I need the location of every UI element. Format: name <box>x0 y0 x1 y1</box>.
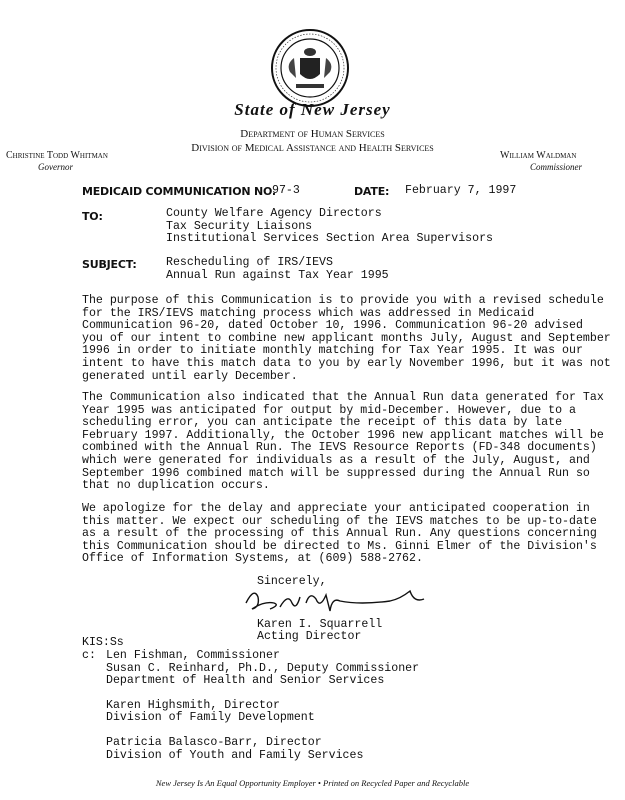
seal-icon <box>270 28 350 108</box>
cc-line: Susan C. Reinhard, Ph.D., Deputy Commissioner <box>106 661 420 675</box>
to-label: TO: <box>82 210 103 223</box>
cc-line: Patricia Balasco-Barr, Director <box>106 735 322 749</box>
communication-label: MEDICAID COMMUNICATION NO. <box>82 185 276 198</box>
to-line: Tax Security Liaisons <box>166 219 313 233</box>
cc-line: Department of Health and Senior Services <box>106 674 385 688</box>
body-line: 1996 in order to initiate monthly matching for Tax Year 1995. It was our <box>82 344 583 358</box>
signer-name: Karen I. Squarrell <box>257 618 383 631</box>
cc-line: Karen Highsmith, Director <box>106 698 280 712</box>
body-line: generated until early December. <box>82 369 298 383</box>
body-line: for the IRS/IEVS matching process which was addressed in Medicaid <box>82 306 535 320</box>
body-line: February 1997. Additionally, the October 1996 new applicant matches will be <box>82 428 604 442</box>
body-line: scheduling error, you can anticipate the receipt of this data by late <box>82 416 563 430</box>
to-line: County Welfare Agency Directors <box>166 207 382 220</box>
body-line: Year 1995 was anticipated for output by mid-December. However, due to a <box>82 403 576 417</box>
signature <box>240 583 440 622</box>
body-line: combined with the Annual Run. The IEVS Resource Reports (FD-348 documents) <box>82 441 597 455</box>
governor-title: Governor <box>38 162 73 172</box>
body-line: Office of Information Systems, at (609) 588-2762. <box>82 552 423 566</box>
body-paragraph-2 <box>82 392 604 493</box>
body-paragraph-1 <box>82 295 611 383</box>
body-line: The Communication also indicated that the Annual Run data generated for Tax <box>82 391 604 404</box>
state-title: State of New Jersey <box>234 100 391 119</box>
body-line: We apologize for the delay and appreciate your anticipated cooperation in <box>82 502 590 515</box>
subject-line: Annual Run against Tax Year 1995 <box>166 268 389 282</box>
cc-label: c: <box>82 649 96 662</box>
commissioner-name: William Waldman <box>500 150 577 161</box>
cc-line: Division of Family Development <box>106 711 315 725</box>
body-line: that no duplication occurs. <box>82 479 270 493</box>
signature-icon <box>240 583 440 617</box>
to-recipients <box>166 208 493 246</box>
body-paragraph-3 <box>82 503 597 566</box>
body-line: you of our intent to combine new applicant months July, August and September <box>82 331 611 345</box>
governor-name: Christine Todd Whitman <box>6 150 108 161</box>
cc-list <box>106 650 419 762</box>
body-line: intent to have this match data to you by early November 1996, but it was not <box>82 356 611 370</box>
initials: KIS:Ss <box>82 636 124 649</box>
body-line: September 1996 combined match will be suppressed during the Annual Run so <box>82 466 590 480</box>
communication-number: 97-3 <box>272 184 300 197</box>
body-line: this Communication should be directed to Ms. Ginni Elmer of the Division's <box>82 539 597 553</box>
body-line: Communication 96-20, dated October 10, 1996. Communication 96-20 advised <box>82 319 583 333</box>
body-line: which were generated for individuals as a result of the July, August, and <box>82 453 590 467</box>
division-name: Division of Medical Assistance and Health Services <box>191 142 434 154</box>
date-value: February 7, 1997 <box>405 184 517 197</box>
subject-lines <box>166 257 389 282</box>
body-line: as a result of the processing of this Annual Run. Any questions concerning <box>82 527 597 541</box>
to-line: Institutional Services Section Area Supervisors <box>166 232 493 246</box>
salutation: Sincerely, <box>257 575 327 588</box>
footer-statement: New Jersey Is An Equal Opportunity Employer • Printed on Recycled Paper and Recyclable <box>155 778 470 788</box>
subject-label: SUBJECT: <box>82 258 137 271</box>
commissioner-title: Commissioner <box>530 162 583 172</box>
subject-line: Rescheduling of IRS/IEVS <box>166 256 333 269</box>
date-label: DATE: <box>354 185 390 198</box>
department-name: Department of Human Services <box>240 128 385 140</box>
signer-title: Acting Director <box>257 630 362 643</box>
body-line: this matter. We expect our scheduling of the IEVS matches to be up-to-date <box>82 514 597 528</box>
cc-line: Division of Youth and Family Services <box>106 748 364 762</box>
cc-line: Len Fishman, Commissioner <box>106 649 280 662</box>
state-seal <box>270 28 350 108</box>
body-line: The purpose of this Communication is to provide you with a revised schedule <box>82 294 604 307</box>
